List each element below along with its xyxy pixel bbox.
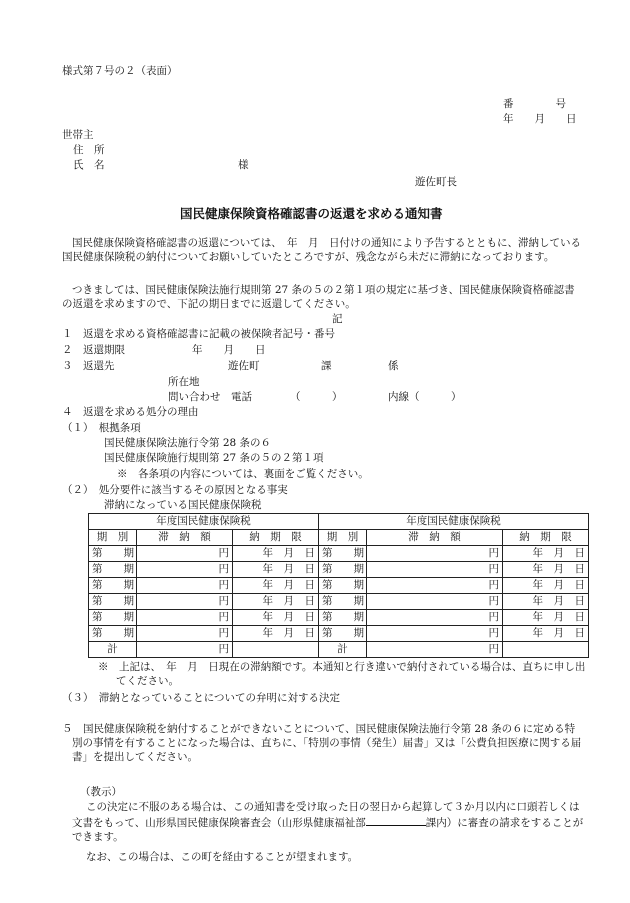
item-3-extension: 内線（ ） xyxy=(388,391,462,403)
kyoji-paragraph-1 xyxy=(72,800,584,845)
amount-cell: 円 xyxy=(137,578,233,594)
name-label: 氏 名 xyxy=(73,159,105,171)
header-amount: 滞 納 額 xyxy=(137,530,233,546)
item-1: １ 返還を求める資格確認書に記載の被保険者記号・番号 xyxy=(62,328,335,340)
blank-underline xyxy=(366,814,426,826)
amount-cell: 円 xyxy=(367,562,503,578)
amount-cell: 円 xyxy=(367,626,503,642)
table-header-row xyxy=(89,530,589,546)
table-row xyxy=(89,594,589,610)
item-3-location: 所在地 xyxy=(168,376,200,388)
intro-paragraph-2: つきましては、国民健康保険法施行規則第 27 条の５の２第１項の規定に基づき、国民健康保険資格確認書の返還を求めますので、下記の期日までに返還してください。 xyxy=(62,284,575,311)
amount-cell: 円 xyxy=(367,594,503,610)
amount-cell: 円 xyxy=(137,562,233,578)
due-cell: 年 月 日 xyxy=(503,546,589,562)
honorific: 様 xyxy=(238,159,249,171)
number-label: 番 号 xyxy=(503,98,566,110)
header-amount: 滞 納 額 xyxy=(367,530,503,546)
period-cell: 第 期 xyxy=(319,594,367,610)
amount-cell: 円 xyxy=(137,546,233,562)
item-3-kakari: 係 xyxy=(388,360,399,372)
total-label: 計 xyxy=(89,642,137,658)
due-cell: 年 月 日 xyxy=(233,546,319,562)
amount-cell: 円 xyxy=(137,594,233,610)
item-5: ５ 国民健康保険税を納付することができないことについて、国民健康保険法施行令第 28 条の６に定める特別の事情を有することになった場合は、直ちに、「特別の事情（発生）届書」又は「公費負担医療に関する届書」を提出してください。 xyxy=(62,723,582,764)
kyoji-text-a: この決定に不服のある場合は、この通知書を受け取った日の翌日から起算して３か月以内に口頭若しくは文書をもって、山形県国民健康保険審査会（山形県健康福祉部 xyxy=(72,801,580,830)
sub-1-note: ※ 各条項の内容については、裏面をご覧ください。 xyxy=(117,468,369,480)
due-cell: 年 月 日 xyxy=(233,578,319,594)
table-note: ※ 上記は、 年 月 日現在の滞納額です。本通知と行き違いで納付されている場合は、直ちに申し出てください。 xyxy=(98,661,586,688)
header-due: 納 期 限 xyxy=(503,530,589,546)
address-label: 住 所 xyxy=(73,144,105,156)
sub-2-sub: 滞納になっている国民健康保険税 xyxy=(104,499,262,511)
due-cell: 年 月 日 xyxy=(503,610,589,626)
table-row xyxy=(89,610,589,626)
due-cell: 年 月 日 xyxy=(503,594,589,610)
total-yen: 円 xyxy=(137,642,233,658)
item-2-date: 年 月 日 xyxy=(192,344,266,356)
item-3-contact: 問い合わせ 電話 xyxy=(168,391,252,403)
period-cell: 第 期 xyxy=(89,578,137,594)
kyoji-label: （教示） xyxy=(80,786,122,798)
sub-1: （１） 根拠条項 xyxy=(62,422,141,434)
due-cell: 年 月 日 xyxy=(503,562,589,578)
due-cell: 年 月 日 xyxy=(233,562,319,578)
due-cell: 年 月 日 xyxy=(233,626,319,642)
total-yen: 円 xyxy=(367,642,503,658)
table-row xyxy=(89,546,589,562)
item-4: ４ 返還を求める処分の理由 xyxy=(62,406,199,418)
total-empty xyxy=(233,642,319,658)
document-title: 国民健康保険資格確認書の返還を求める通知書 xyxy=(180,206,443,221)
item-2-label: ２ 返還期限 xyxy=(62,344,125,356)
period-cell: 第 期 xyxy=(319,610,367,626)
amount-cell: 円 xyxy=(367,546,503,562)
due-cell: 年 月 日 xyxy=(233,594,319,610)
amount-cell: 円 xyxy=(137,626,233,642)
sub-3: （３） 滞納となっていることについての弁明に対する決定 xyxy=(62,692,341,704)
kyoji-text-b: 課内）に審査の請求をすることができます。 xyxy=(72,817,584,844)
due-cell: 年 月 日 xyxy=(503,626,589,642)
due-cell: 年 月 日 xyxy=(233,610,319,626)
sub-1-a: 国民健康保険法施行令第 28 条の６ xyxy=(104,437,272,449)
table-group-row xyxy=(89,514,589,530)
table-row xyxy=(89,578,589,594)
intro-paragraph-1: 国民健康保険資格確認書の返還については、 年 月 日付けの通知により予告するとともに、滞納している国民健康保険税の納付についてお願いしていたところですが、残念ながら未だに滞納になっております。 xyxy=(62,237,582,264)
arrears-table xyxy=(88,513,589,658)
period-cell: 第 期 xyxy=(319,626,367,642)
sub-1-b: 国民健康保険施行規則第 27 条の５の２第１項 xyxy=(104,452,324,464)
table-body xyxy=(89,546,589,642)
item-3-label: ３ 返還先 xyxy=(62,360,115,372)
amount-cell: 円 xyxy=(367,610,503,626)
item-3-ka: 課 xyxy=(321,360,332,372)
total-label: 計 xyxy=(319,642,367,658)
date-label: 年 月 日 xyxy=(503,113,577,125)
period-cell: 第 期 xyxy=(89,562,137,578)
period-cell: 第 期 xyxy=(89,610,137,626)
period-cell: 第 期 xyxy=(319,562,367,578)
period-cell: 第 期 xyxy=(319,546,367,562)
sub-2: （２） 処分要件に該当するその原因となる事実 xyxy=(62,484,288,496)
period-cell: 第 期 xyxy=(319,578,367,594)
period-cell: 第 期 xyxy=(89,594,137,610)
period-cell: 第 期 xyxy=(89,626,137,642)
ki-heading: 記 xyxy=(332,313,343,325)
form-number: 様式第７号の２（表面） xyxy=(62,65,178,77)
householder-label: 世帯主 xyxy=(62,129,94,141)
table-total-row xyxy=(89,642,589,658)
kyoji-paragraph-2: なお、この場合は、この町を経由することが望まれます。 xyxy=(86,851,359,863)
header-period: 期 別 xyxy=(319,530,367,546)
due-cell: 年 月 日 xyxy=(503,578,589,594)
header-due: 納 期 限 xyxy=(233,530,319,546)
item-3-town: 遊佐町 xyxy=(228,360,260,372)
table-row xyxy=(89,562,589,578)
amount-cell: 円 xyxy=(367,578,503,594)
item-3-phone-paren: （ ） xyxy=(290,391,343,403)
table-row xyxy=(89,626,589,642)
group-title-left: 年度国民健康保険税 xyxy=(89,514,319,530)
period-cell: 第 期 xyxy=(89,546,137,562)
amount-cell: 円 xyxy=(137,610,233,626)
header-period: 期 別 xyxy=(89,530,137,546)
group-title-right: 年度国民健康保険税 xyxy=(319,514,589,530)
total-empty xyxy=(503,642,589,658)
sender: 遊佐町長 xyxy=(415,176,457,188)
